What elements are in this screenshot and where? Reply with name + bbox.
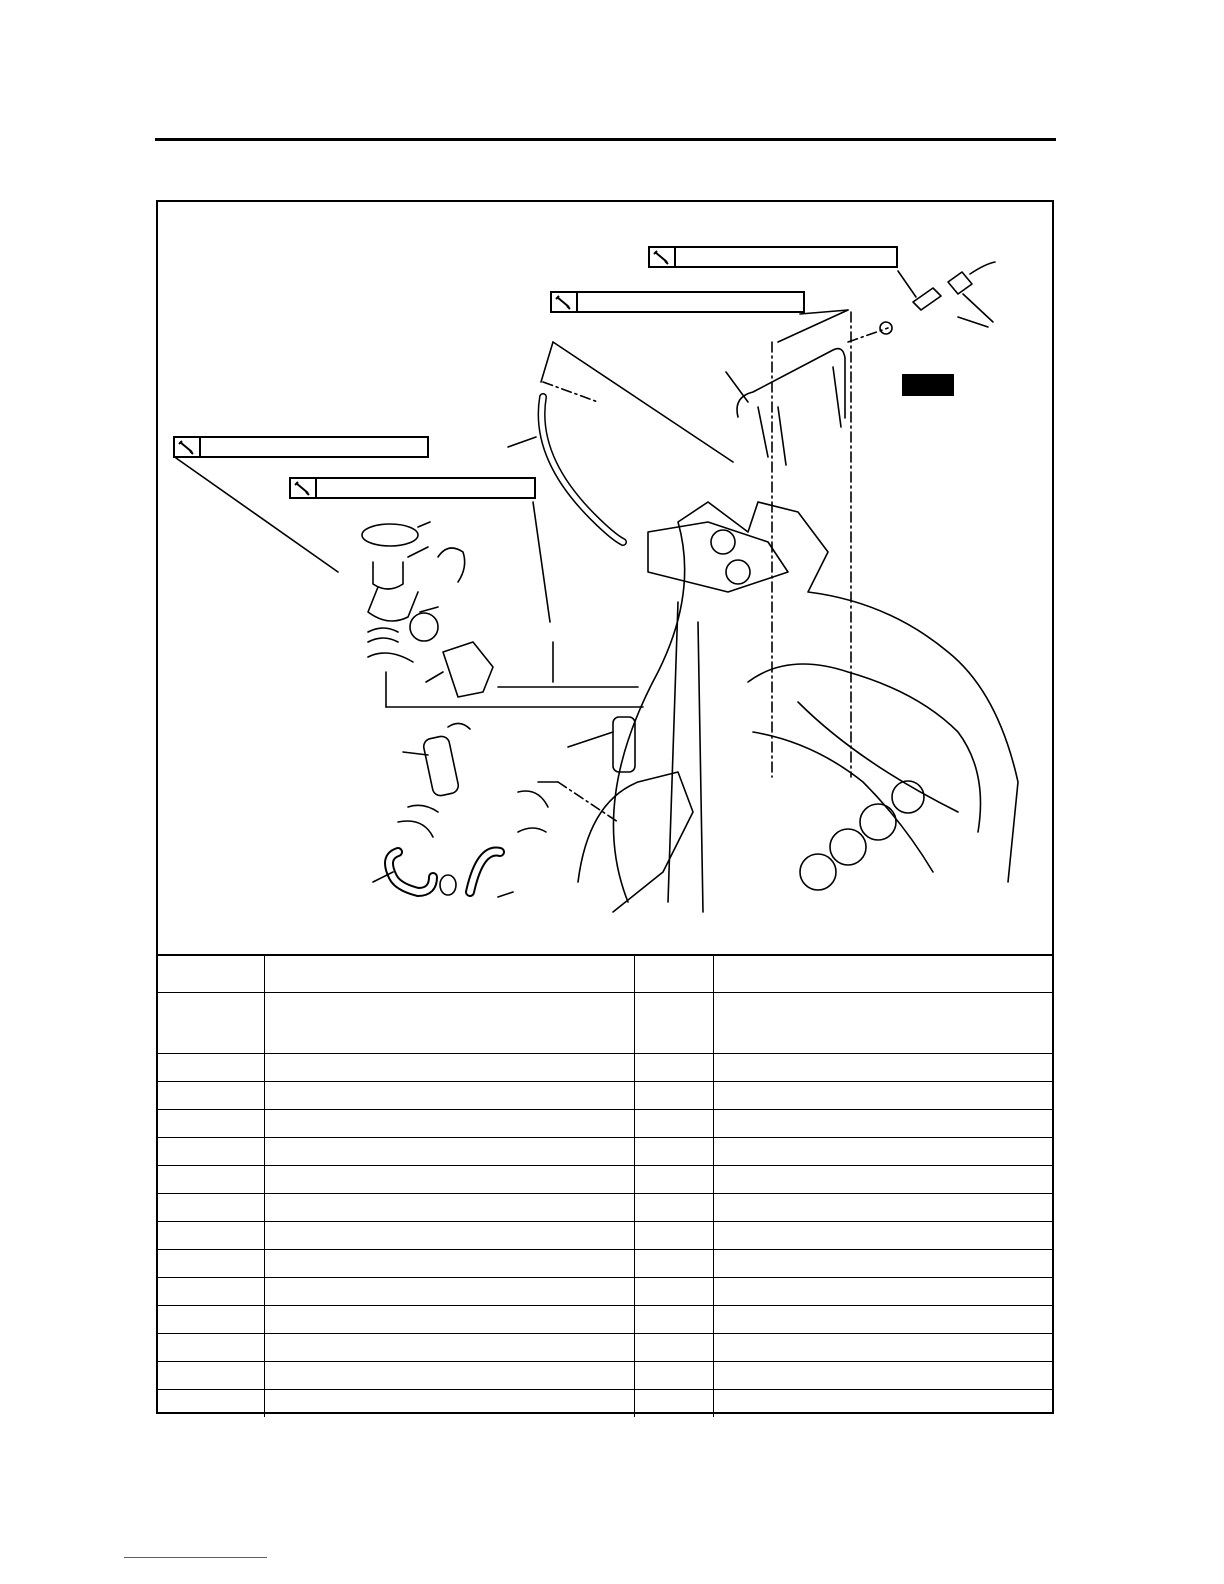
torque-label-3 (173, 436, 429, 458)
table-cell (158, 1278, 264, 1306)
parts-table (158, 954, 1052, 1417)
table-cell (634, 1306, 713, 1334)
table-cell (264, 1110, 634, 1138)
header-cell (713, 955, 1052, 993)
table-cell (634, 1194, 713, 1222)
footer-link[interactable] (124, 1557, 267, 1558)
header-cell (158, 955, 264, 993)
table-cell (713, 1166, 1052, 1194)
table-row (158, 1390, 1052, 1418)
table-cell (634, 993, 713, 1054)
temperature-sensor (913, 288, 941, 310)
header-cell (264, 955, 634, 993)
water-pipe-branch (833, 367, 841, 427)
callout-line (498, 892, 513, 897)
table-cell (264, 1054, 634, 1082)
coolant-reservoir-tank (613, 717, 635, 772)
table-cell (264, 1390, 634, 1418)
engine-cylinder-head (753, 732, 933, 872)
table-row (158, 993, 1052, 1054)
table-row (158, 1166, 1052, 1194)
throttle-body (830, 829, 866, 865)
table-cell (264, 1082, 634, 1110)
leader-line (778, 310, 848, 342)
table-cell (634, 1390, 713, 1418)
table-cell (158, 1138, 264, 1166)
sensor-coupler (948, 272, 972, 294)
table-row (158, 1138, 1052, 1166)
table-cell (713, 1054, 1052, 1082)
callout-line (963, 294, 993, 322)
hose-clamp (518, 828, 546, 832)
table-row (158, 1278, 1052, 1306)
callout-line (408, 547, 428, 557)
table-cell (264, 1194, 634, 1222)
throttle-body (860, 804, 896, 840)
table-cell (158, 1054, 264, 1082)
table-cell (264, 1138, 634, 1166)
table-row (158, 1110, 1052, 1138)
callout-line (426, 672, 443, 682)
table-cell (158, 1166, 264, 1194)
cooling-system-diagram (158, 202, 1052, 954)
torque-label-4 (289, 477, 536, 499)
leader-line (553, 342, 733, 462)
callout-line (568, 732, 613, 747)
header-rule (155, 138, 1056, 141)
hose-clamp-band (368, 653, 413, 662)
hose-small (438, 548, 465, 582)
table-cell (158, 1082, 264, 1110)
table-cell (713, 1306, 1052, 1334)
table-row (158, 1250, 1052, 1278)
frame-spar (668, 602, 703, 912)
hose-clamp (440, 875, 456, 895)
table-cell (634, 1166, 713, 1194)
header-cell (634, 955, 713, 993)
table-cell (264, 1278, 634, 1306)
table-cell (713, 1278, 1052, 1306)
table-cell (634, 1278, 713, 1306)
steering-head (648, 522, 788, 592)
table-cell (634, 1222, 713, 1250)
table-cell (264, 1166, 634, 1194)
table-cell (158, 1362, 264, 1390)
lower-hose (422, 735, 459, 797)
coolant-reservoir-area (578, 772, 693, 912)
table-row (158, 1222, 1052, 1250)
leader-line (541, 342, 553, 382)
table-cell (713, 1222, 1052, 1250)
hose-clamp (448, 723, 470, 729)
table-cell (713, 1082, 1052, 1110)
callout-line (418, 522, 430, 527)
table-cell (264, 1222, 634, 1250)
table-cell (713, 1362, 1052, 1390)
outlet-hose (389, 852, 433, 892)
table-cell (713, 1390, 1052, 1418)
hose-clamp (368, 628, 398, 642)
table-cell (158, 1334, 264, 1362)
table-cell (264, 993, 634, 1054)
table-cell (158, 1250, 264, 1278)
center-line (543, 382, 598, 402)
torque-label-1 (648, 246, 898, 268)
wrench-icon (552, 293, 578, 311)
leader-line (898, 271, 916, 297)
steering-nut (711, 530, 735, 554)
table-cell (264, 1250, 634, 1278)
engine-top (748, 664, 981, 832)
table-row (158, 1306, 1052, 1334)
table-cell (713, 1110, 1052, 1138)
table-row (158, 1082, 1052, 1110)
table-row (158, 1054, 1052, 1082)
thermostat-cover (368, 587, 418, 621)
hose-clamp-band (518, 791, 548, 807)
water-pipe (737, 349, 845, 418)
table-row (158, 1334, 1052, 1362)
breather-hose-fill (542, 397, 623, 542)
table-cell (634, 1334, 713, 1362)
leader-line (533, 502, 550, 622)
inlet-hose-fill (470, 852, 500, 893)
table-cell (634, 1082, 713, 1110)
table-cell (158, 1110, 264, 1138)
callout-line (420, 607, 438, 612)
table-cell (634, 1110, 713, 1138)
table-cell (713, 1250, 1052, 1278)
exploded-view-frame (156, 200, 1054, 1414)
center-line (848, 328, 888, 342)
table-cell (634, 1138, 713, 1166)
parts-table-header (158, 955, 1052, 993)
table-row (158, 1194, 1052, 1222)
callout-line (726, 372, 748, 402)
torque-label-2 (550, 291, 805, 313)
hose-clamp (408, 805, 438, 812)
table-cell (158, 993, 264, 1054)
wrench-icon (650, 248, 676, 266)
hose-clamp-band (398, 821, 433, 837)
sensor-lead (970, 262, 995, 274)
table-cell (264, 1334, 634, 1362)
new-part-label (902, 374, 954, 396)
table-cell (713, 1334, 1052, 1362)
callout-line (508, 437, 536, 447)
wrench-icon (175, 438, 201, 456)
throttle-body (800, 854, 836, 890)
filler-neck (373, 562, 403, 589)
table-cell (713, 993, 1052, 1054)
table-cell (158, 1390, 264, 1418)
leader-line (176, 458, 338, 572)
thermostat-housing (443, 642, 493, 697)
table-cell (713, 1138, 1052, 1166)
table-cell (158, 1222, 264, 1250)
table-cell (713, 1194, 1052, 1222)
table-cell (264, 1306, 634, 1334)
table-cell (264, 1362, 634, 1390)
table-cell (158, 1194, 264, 1222)
thermostat (410, 613, 438, 641)
table-cell (634, 1054, 713, 1082)
callout-line (958, 317, 988, 327)
wrench-icon (291, 479, 317, 497)
table-row (158, 1362, 1052, 1390)
table-cell (634, 1250, 713, 1278)
steering-nut (726, 560, 750, 584)
radiator-cap (362, 524, 418, 546)
engine-pipe (798, 702, 958, 812)
table-cell (634, 1362, 713, 1390)
table-cell (158, 1306, 264, 1334)
